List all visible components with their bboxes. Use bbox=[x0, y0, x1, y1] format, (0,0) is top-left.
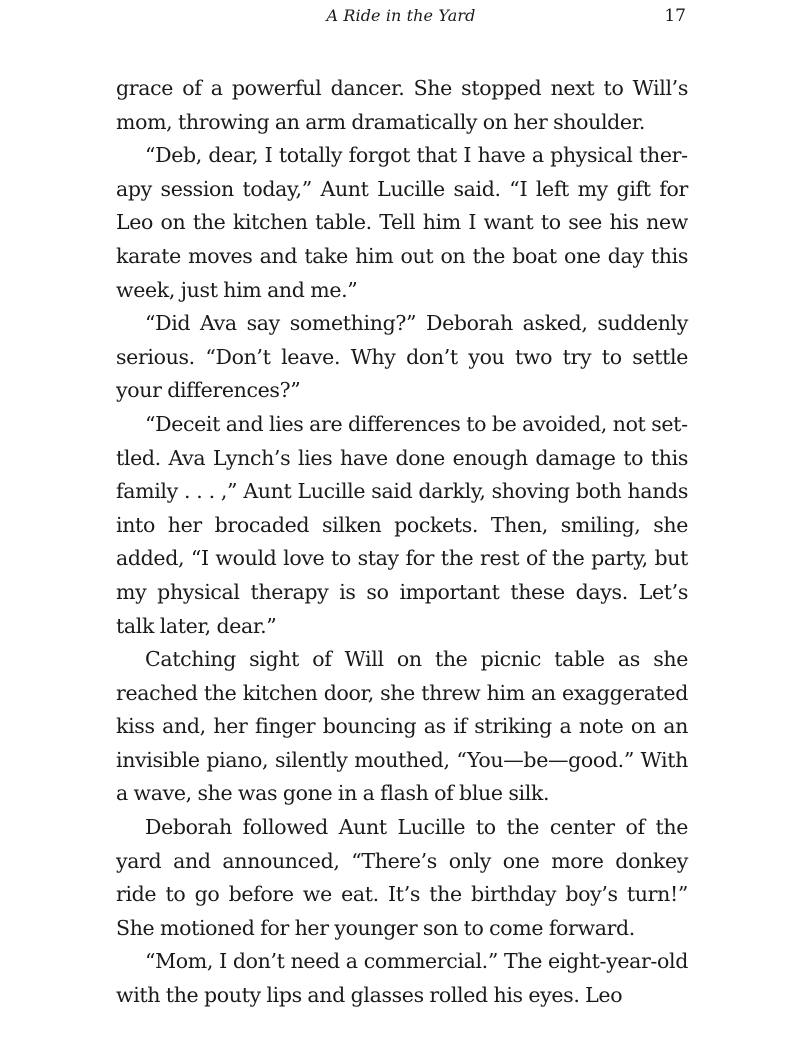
paragraph-continued: grace of a powerful dancer. She stopped next to Will’s mom, throwing an arm dramatically on her shoulder. bbox=[116, 76, 688, 134]
running-title: A Ride in the Yard bbox=[326, 6, 476, 25]
paragraph: “Did Ava say something?” Deborah asked, suddenly serious. “Don’t leave. Why don’t you two try to settle your differences?” bbox=[116, 311, 688, 403]
running-header bbox=[116, 6, 686, 28]
paragraph: “Mom, I don’t need a commercial.” The eight-year-old with the pouty lips and glasses rolled his eyes. Leo bbox=[116, 949, 688, 1008]
paragraph: “Deb, dear, I totally forgot that I have a physical therapy session today,” Aunt Lucille said. “I left my gift for Leo on the kitchen table. Tell him I want to see his new karate moves and take him out on the boat one day this week, just him and me.” bbox=[116, 143, 688, 302]
paragraph: “Deceit and lies are differences to be avoided, not settled. Ava Lynch’s lies have done enough damage to this family . . . ,” Aunt Lucille said darkly, shoving both hands into her brocaded silken pockets. Then, smiling, she added, “I would love to stay for the rest of the party, but my physical therapy is so important these days. Let’s talk later, dear.” bbox=[116, 411, 688, 638]
page-number: 17 bbox=[664, 6, 686, 26]
body-text bbox=[116, 72, 688, 1013]
paragraph: Catching sight of Will on the picnic table as she reached the kitchen door, she threw him an exaggerated kiss and, her finger bouncing as if striking a note on an invisible piano, silently mouthed, “You—be—good.” With a wave, she was gone in a flash of blue silk. bbox=[116, 647, 688, 806]
paragraph: Deborah followed Aunt Lucille to the center of the yard and announced, “There’s only one more donkey ride to go before we eat. It’s the birthday boy’s turn!” She motioned for her younger son to come forward. bbox=[116, 815, 688, 940]
